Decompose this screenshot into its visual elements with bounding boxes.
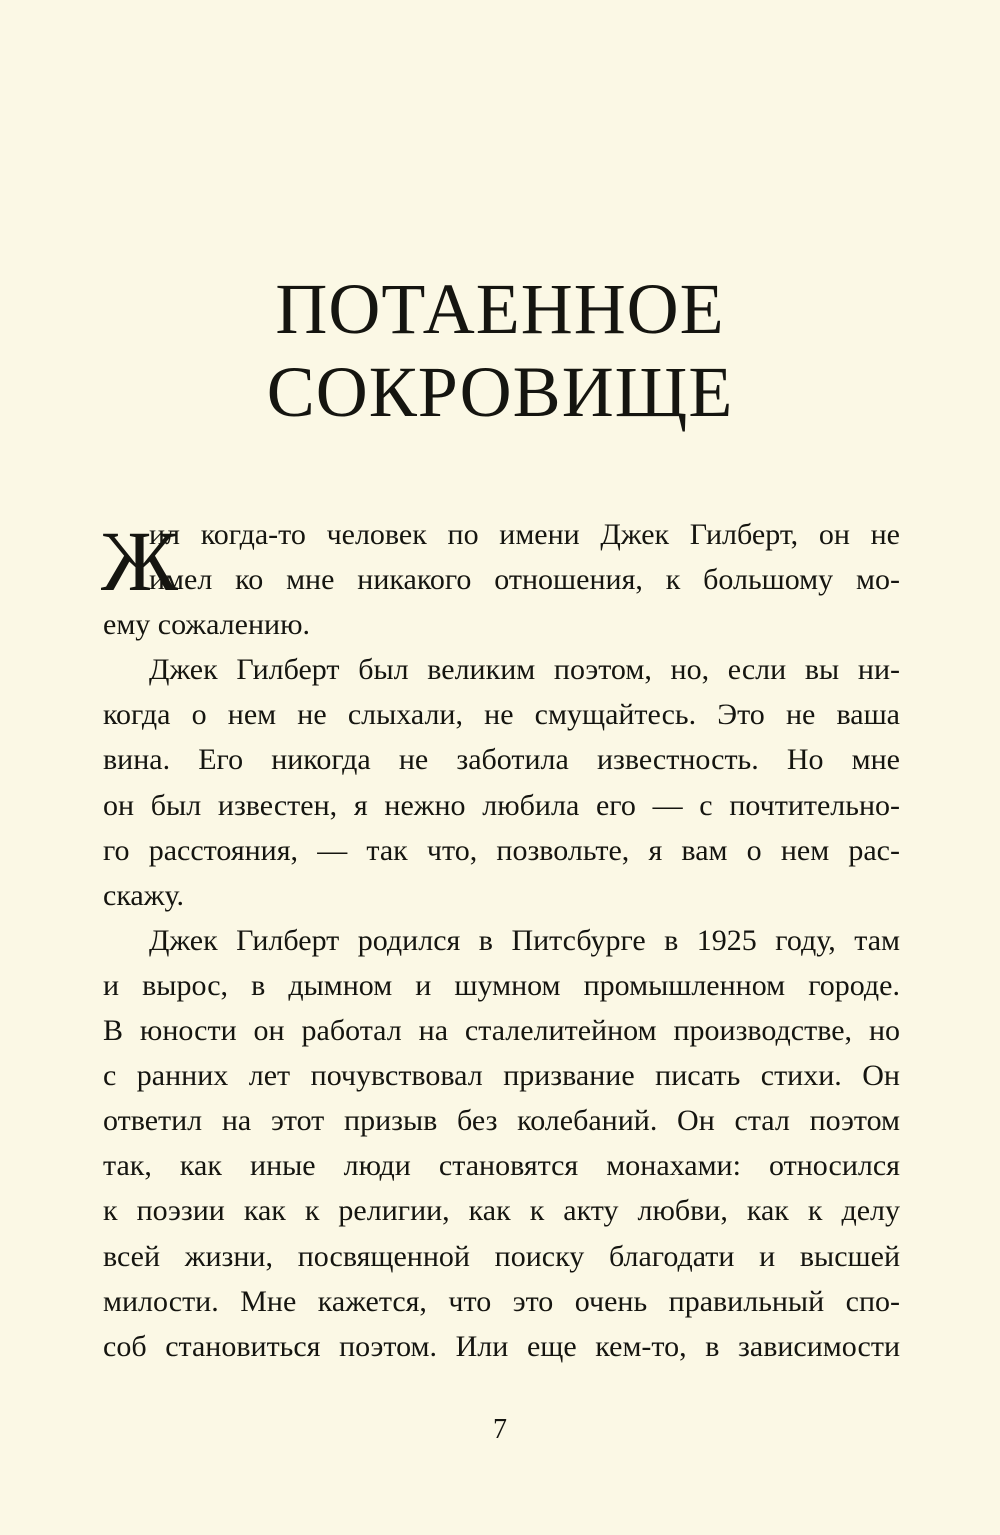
paragraph-2: [103, 647, 900, 918]
text-line: и вырос, в дымном и шумном промышленном городе.: [103, 968, 900, 1002]
page-number: 7: [493, 1414, 507, 1445]
text-line: ответил на этот призыв без колебаний. Он стал поэтом: [103, 1104, 900, 1138]
text-line: Джек Гилберт был великим поэтом, но, если вы ни-: [149, 653, 900, 687]
text-line: го расстояния, — так что, позвольте, я вам о нем рас-: [103, 833, 900, 867]
text-line: милости. Мне кажется, что это очень правильный спо-: [103, 1284, 900, 1318]
text-line: Джек Гилберт родился в Питсбурге в 1925 году, там: [149, 923, 900, 957]
chapter-title-line-2: СОКРОВИЩЕ: [266, 352, 734, 432]
text-line: всей жизни, посвященной поиску благодати и высшей: [103, 1239, 900, 1273]
drop-cap: Ж: [101, 513, 179, 609]
text-line: вина. Его никогда не заботила известность. Но мне: [103, 743, 900, 777]
text-line: ему сожалению.: [103, 608, 310, 642]
text-line: имел ко мне никакого отношения, к большому мо-: [149, 563, 900, 597]
text-line: с ранних лет почувствовал призвание писать стихи. Он: [103, 1059, 900, 1093]
text-line: соб становиться поэтом. Или еще кем-то, в зависимости: [103, 1329, 900, 1363]
body-text: [103, 512, 900, 1369]
text-line: В юности он работал на сталелитейном производстве, но: [103, 1014, 900, 1048]
paragraph-3: [103, 918, 900, 1369]
chapter-title-line-1: ПОТАЕННОЕ: [275, 269, 725, 349]
paragraph-1: [103, 512, 900, 647]
text-line: он был известен, я нежно любила его — с почтительно-: [103, 788, 900, 822]
text-line: ил когда-то человек по имени Джек Гилберт, он не: [149, 518, 900, 551]
text-line: скажу.: [103, 878, 184, 912]
text-line: к поэзии как к религии, как к акту любви, как к делу: [103, 1194, 900, 1228]
text-line: когда о нем не слыхали, не смущайтесь. Это не ваша: [103, 698, 900, 732]
text-line: так, как иные люди становятся монахами: относился: [103, 1149, 900, 1183]
